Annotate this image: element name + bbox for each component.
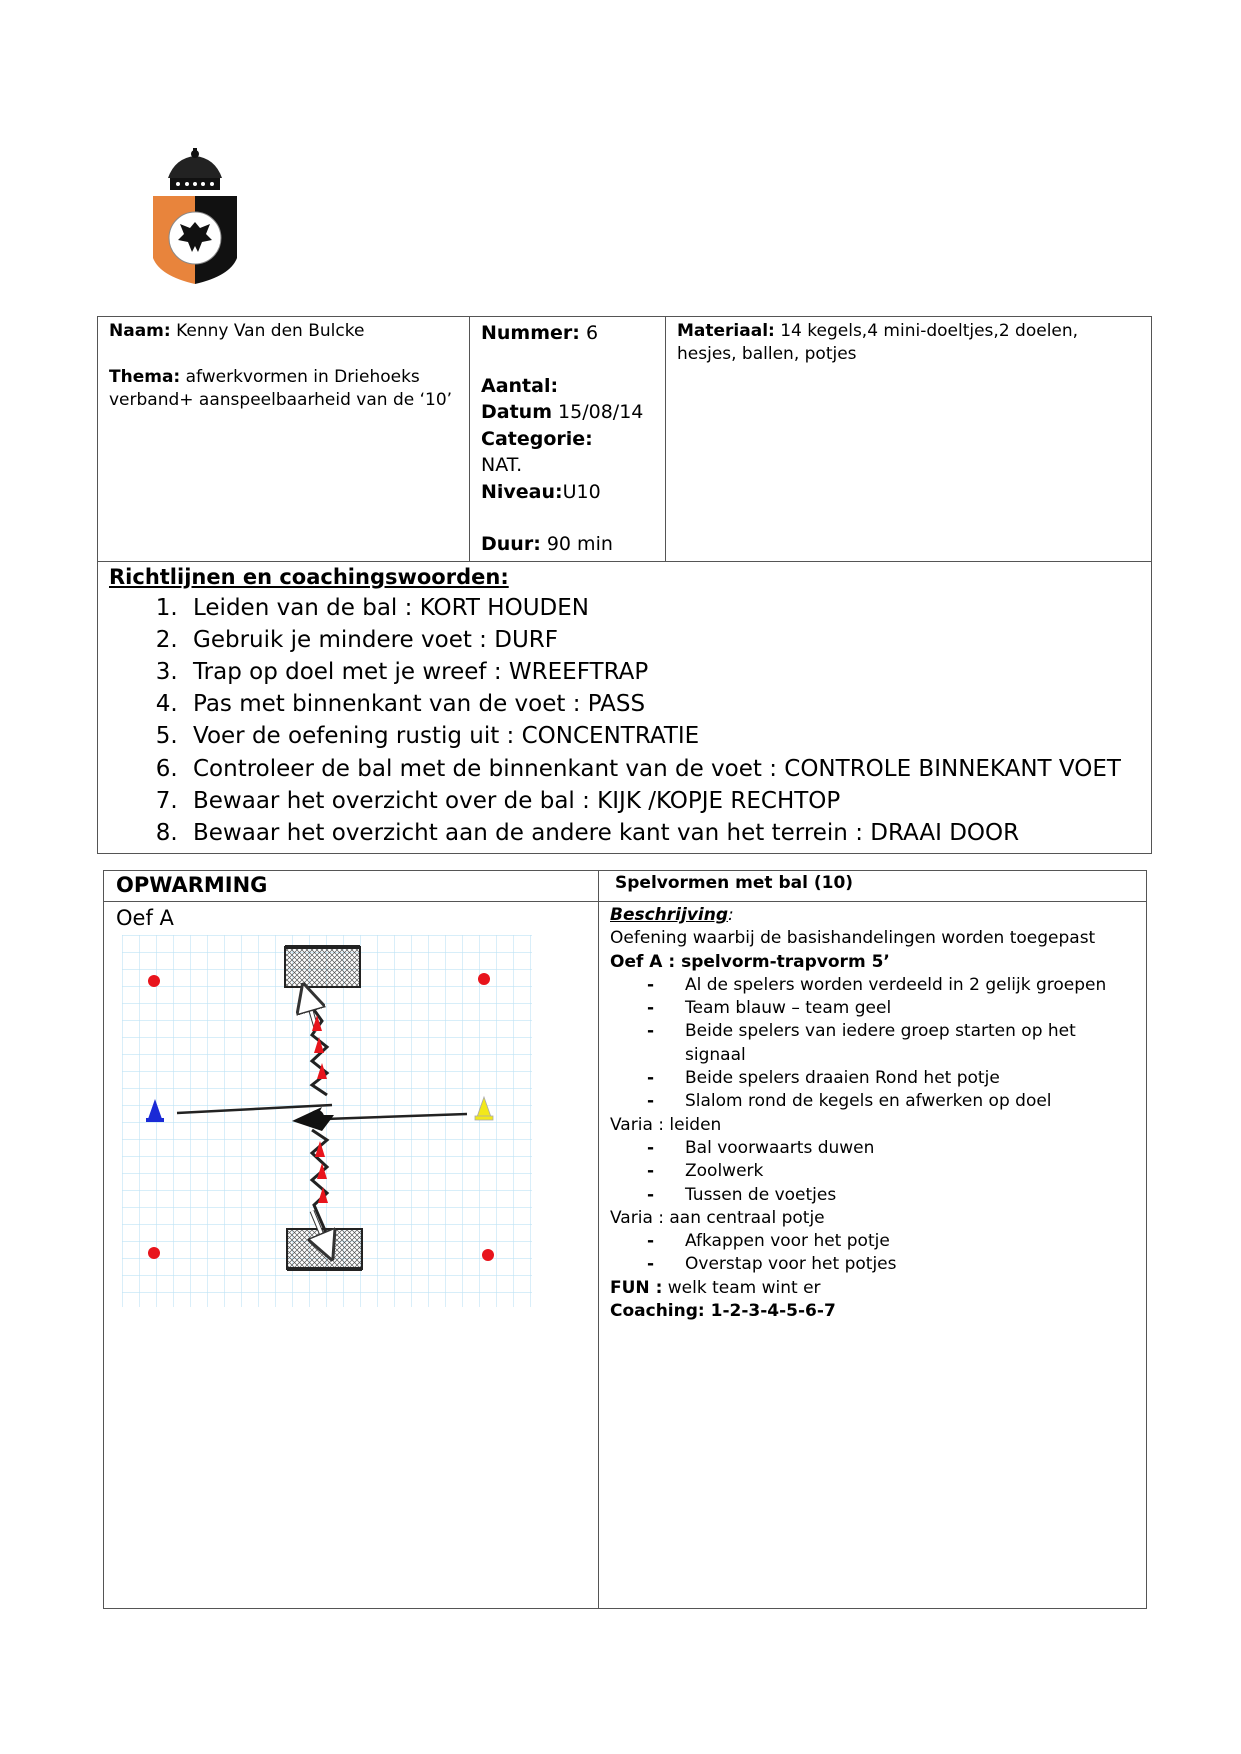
varia2-item: - Overstap voor het potjes	[610, 1253, 1135, 1276]
coaching-item: 4. Pas met binnenkant van de voet : PASS	[185, 688, 1140, 720]
varia2-item: - Afkappen voor het potje	[610, 1230, 1135, 1253]
fun-label: FUN :	[610, 1277, 663, 1298]
beschrijving-colon: :	[728, 905, 734, 925]
varia1-title: Varia : leiden	[610, 1114, 722, 1135]
varia1-list	[610, 1137, 1135, 1207]
diagram-cell	[104, 902, 599, 1609]
oef-a-item: - Slalom rond de kegels en afwerken op doel	[610, 1090, 1135, 1113]
duur-label: Duur:	[481, 533, 541, 555]
naam-label: Naam:	[109, 321, 171, 341]
club-logo	[150, 148, 240, 288]
coaching-list	[109, 592, 1140, 850]
goal-top	[285, 947, 360, 987]
corner-marker	[478, 973, 490, 985]
naam-value: Kenny Van den Bulcke	[176, 321, 365, 341]
varia1-item: - Bal voorwaarts duwen	[610, 1137, 1135, 1160]
varia2-list	[610, 1230, 1135, 1277]
info-cell	[98, 317, 470, 562]
richtlijnen-cell	[98, 561, 1152, 854]
duur-value: 90 min	[546, 533, 613, 555]
coaching-label: Coaching:	[610, 1301, 705, 1322]
niveau-value: U10	[562, 480, 601, 503]
oef-a-item: - Al de spelers worden verdeeld in 2 gelijk groepen	[610, 974, 1135, 997]
categorie-value: NAT.	[481, 454, 523, 476]
header-table	[97, 316, 1152, 854]
nummer-label: Nummer:	[481, 322, 580, 344]
datum-label: Datum	[481, 401, 552, 423]
coaching-item: 1. Leiden van de bal : KORT HOUDEN	[185, 592, 1140, 624]
thema-label: Thema:	[109, 367, 181, 387]
aantal-label: Aantal:	[481, 374, 559, 397]
fun-value: welk team wint er	[667, 1277, 821, 1298]
description-cell	[599, 902, 1147, 1609]
shield-icon	[153, 196, 237, 284]
oef-label: Oef A	[116, 906, 174, 930]
coaching-item: 3. Trap op doel met je wreef : WREEFTRAP	[185, 656, 1140, 688]
niveau-label: Niveau:	[481, 480, 563, 503]
type-title: Spelvormen met bal (10)	[599, 871, 1147, 902]
coaching-item: 5. Voer de oefening rustig uit : CONCENTRATIE	[185, 720, 1140, 752]
section-title: OPWARMING	[104, 871, 599, 902]
exercise-table	[103, 870, 1147, 1609]
nummer-value: 6	[585, 322, 599, 344]
crown-icon	[168, 148, 222, 190]
varia1-item: - Tussen de voetjes	[610, 1184, 1135, 1207]
coaching-item: 7. Bewaar het overzicht over de bal : KIJK /KOPJE RECHTOP	[185, 785, 1140, 817]
oef-a-item: - Beide spelers van iedere groep starten op het signaal	[610, 1020, 1135, 1067]
corner-marker	[482, 1249, 494, 1261]
materiaal-label: Materiaal:	[677, 321, 775, 341]
varia1-item: - Zoolwerk	[610, 1160, 1135, 1183]
cone-yellow-base	[475, 1116, 493, 1120]
coaching-item: 2. Gebruik je mindere voet : DURF	[185, 624, 1140, 656]
meta-cell	[470, 317, 666, 562]
coaching-item: 6. Controleer de bal met de binnenkant van de voet : CONTROLE BINNEKANT VOET	[185, 753, 1140, 785]
thema-value: afwerkvormen in Driehoeks verband+ aanspeelbaarheid van de ‘10’	[109, 367, 453, 410]
richtlijnen-title: Richtlijnen en coachingswoorden:	[109, 564, 509, 589]
intro-text: Oefening waarbij de basishandelingen worden toegepast	[610, 928, 1096, 949]
categorie-label: Categorie:	[481, 427, 593, 450]
oef-a-title: Oef A : spelvorm-trapvorm 5’	[610, 951, 890, 972]
datum-value: 15/08/14	[558, 401, 644, 423]
cone-blue-base	[146, 1118, 164, 1122]
oef-a-item: - Beide spelers draaien Rond het potje	[610, 1067, 1135, 1090]
exercise-diagram	[122, 935, 532, 1307]
oef-a-item: - Team blauw – team geel	[610, 997, 1135, 1020]
ball-icon	[310, 1110, 324, 1124]
corner-marker	[148, 1247, 160, 1259]
materiaal-cell	[666, 317, 1152, 562]
coaching-value: 1-2-3-4-5-6-7	[710, 1301, 836, 1322]
beschrijving-label: Beschrijving	[610, 905, 729, 925]
varia2-title: Varia : aan centraal potje	[610, 1207, 825, 1228]
coaching-item: 8. Bewaar het overzicht aan de andere kant van het terrein : DRAAI DOOR	[185, 817, 1140, 849]
materiaal-value: 14 kegels,4 mini-doeltjes,2 doelen, hesjes, ballen, potjes	[677, 321, 1079, 364]
oef-a-list	[610, 974, 1135, 1114]
corner-marker	[148, 975, 160, 987]
